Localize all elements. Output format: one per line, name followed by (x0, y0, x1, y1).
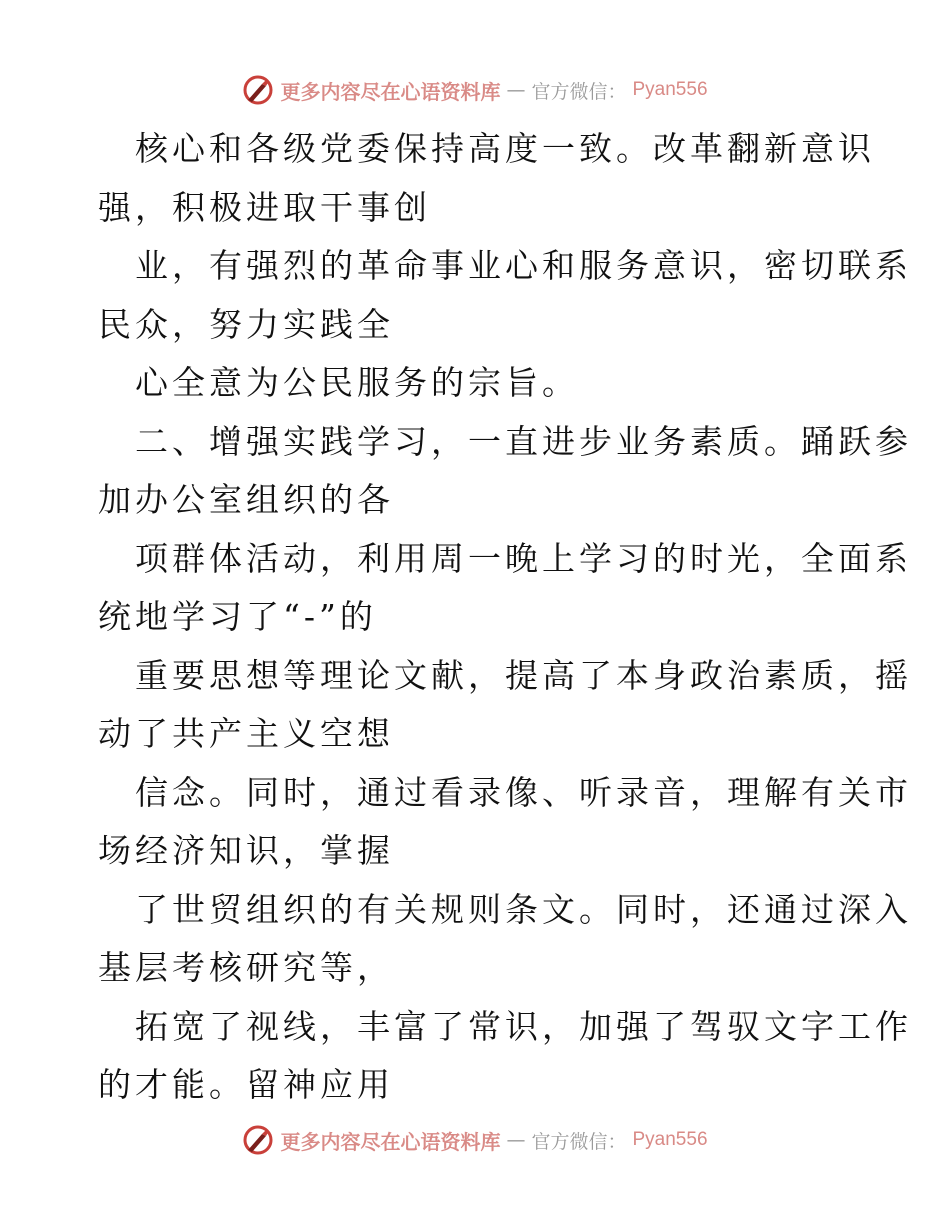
text-line: 场经济知识，掌握 (98, 831, 394, 870)
text-line: 核心和各级党委保持高度一致。改革翻新意识 (135, 129, 875, 168)
text-line: 二、增强实践学习，一直进步业务素质。踊跃参 (135, 421, 912, 461)
footer-promo-text: 更多内容尽在心语资料库 (280, 1129, 501, 1154)
footer-wechat-label: 官方微信： (531, 1130, 627, 1153)
footer-watermark-banner (0, 1120, 950, 1160)
footer-wechat-id: Pyan556 (632, 1129, 708, 1150)
text-line: 统地学习了“-”的 (98, 597, 377, 636)
text-line: 心全意为公民服务的宗旨。 (135, 363, 579, 402)
text-line: 民众，努力实践全 (98, 304, 394, 344)
pen-circle-logo-icon (242, 1124, 274, 1156)
document-body (98, 120, 912, 1115)
header-wechat-label: 官方微信： (531, 80, 627, 103)
text-line: 强，积极进取干事创 (98, 187, 431, 227)
text-line: 基层考核研究等， (98, 948, 394, 987)
text-line: 的才能。留神应用 (98, 1065, 394, 1104)
header-watermark-content (242, 74, 707, 106)
header-promo-text: 更多内容尽在心语资料库 (280, 79, 501, 104)
header-watermark-banner (0, 70, 950, 110)
text-line: 重要思想等理论文献，提高了本身政治素质，摇 (135, 655, 912, 695)
text-line: 信念。同时，通过看录像、听录音，理解有关市 (135, 772, 912, 812)
text-line: 项群体活动，利用周一晚上学习的时光，全面系 (135, 538, 912, 578)
text-line: 了世贸组织的有关规则条文。同时，还通过深入 (135, 889, 912, 929)
header-promo-dash: — (506, 79, 526, 101)
footer-watermark-content (242, 1124, 707, 1156)
header-wechat-id: Pyan556 (632, 79, 708, 100)
text-line: 拓宽了视线，丰富了常识，加强了驾驭文字工作 (135, 1006, 912, 1046)
text-line: 加办公室组织的各 (98, 480, 394, 519)
text-line: 业，有强烈的革命事业心和服务意识，密切联系 (135, 246, 912, 285)
text-line: 动了共产主义空想 (98, 714, 394, 753)
pen-circle-logo-icon (242, 74, 274, 106)
footer-promo-dash: — (506, 1129, 526, 1151)
